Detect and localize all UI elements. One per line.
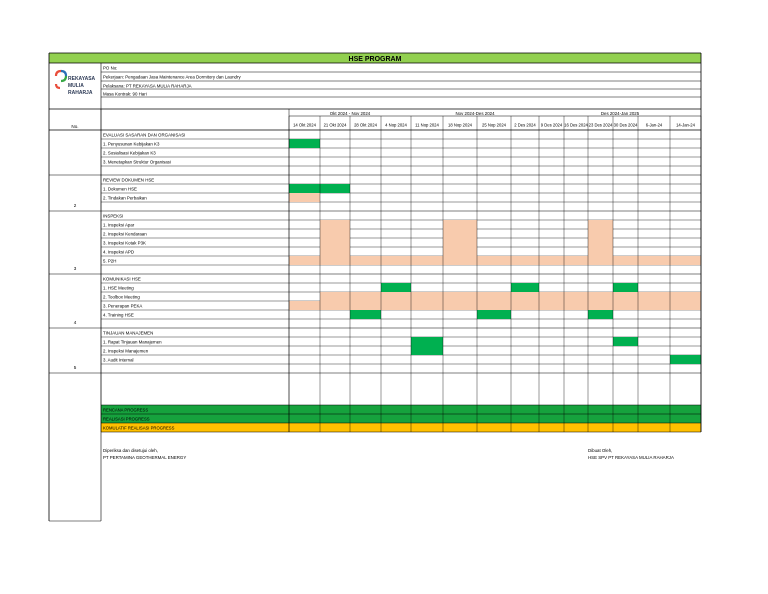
- green-cell: [613, 283, 638, 292]
- period-group: Des 2024-Jan 2025: [600, 111, 640, 116]
- task-label: 5. P2H: [103, 258, 117, 264]
- logo-mark: [56, 71, 61, 76]
- peach-cell: [381, 256, 411, 265]
- peach-cell: [670, 301, 701, 310]
- logo-mark: [56, 84, 60, 88]
- section-number: 3: [73, 266, 77, 271]
- peach-cell: [588, 301, 613, 310]
- date-header: 6-Jan-24: [645, 122, 663, 128]
- sign-left-company: PT PERTAMINA GEOTHERMAL ENERGY: [103, 455, 187, 460]
- progress-bar: [101, 405, 701, 414]
- task-label: 1. Inspeksi Apar: [103, 222, 135, 228]
- date-header: 14-Jan-24: [676, 122, 695, 128]
- peach-cell: [613, 256, 638, 265]
- peach-cell: [477, 256, 511, 265]
- peach-cell: [320, 238, 350, 247]
- task-label: 1. Penyusunan Kebijakan K3: [103, 141, 160, 147]
- date-header: 23 Des 2024: [588, 122, 613, 128]
- peach-cell: [320, 229, 350, 238]
- date-header: 21 Okt 2024: [323, 122, 347, 128]
- period-group: Okt 2024 - Nov 2024: [329, 111, 371, 116]
- section-number: 5: [73, 365, 77, 370]
- date-header: 11 Nop 2024: [415, 122, 439, 128]
- peach-cell: [350, 256, 381, 265]
- task-label: 1. HSE Meeting: [103, 285, 134, 291]
- green-cell: [411, 346, 443, 355]
- section-title: TINJAUAN MANAJEMEN: [103, 330, 154, 336]
- peach-cell: [613, 301, 638, 310]
- peach-cell: [638, 292, 670, 301]
- green-cell: [381, 283, 411, 292]
- peach-cell: [539, 292, 564, 301]
- info-line: Pekerjaan: Pengadaan Jasa Maintenance Area Dormitory dan Laundry: [103, 74, 241, 80]
- date-header: 30 Des 2024: [613, 122, 638, 128]
- peach-cell: [411, 256, 443, 265]
- task-label: 2. Tindakan Perbaikan: [103, 195, 147, 201]
- peach-cell: [588, 229, 613, 238]
- sign-left-caption: Diperiksa dan disetujui oleh,: [103, 448, 158, 453]
- peach-cell: [443, 301, 477, 310]
- task-label: 2. Toolbox Meeting: [103, 294, 140, 300]
- date-header: 28 Okt 2024: [354, 122, 377, 128]
- green-cell: [289, 139, 320, 148]
- green-cell: [320, 184, 350, 193]
- task-label: 2. Sosialisasi Kebijakan K3: [103, 150, 156, 156]
- peach-cell: [670, 256, 701, 265]
- task-label: 2. Inspeksi Manajemen: [103, 348, 149, 354]
- peach-cell: [539, 301, 564, 310]
- peach-cell: [443, 220, 477, 229]
- task-label: 3. Inspeksi Kotak P3K: [103, 240, 146, 246]
- peach-cell: [588, 220, 613, 229]
- green-cell: [511, 283, 539, 292]
- progress-label: KOMULATIF REALISASI PROGRESS: [103, 425, 175, 431]
- progress-label: RENCANA PROGRESS: [103, 407, 149, 413]
- peach-cell: [289, 256, 320, 265]
- logo-text: REKAYASA: [68, 76, 96, 82]
- task-label: 4. Training HSE: [103, 312, 134, 318]
- logo-text: MULIA: [68, 83, 84, 89]
- section-title: INSPEKSI: [103, 213, 124, 219]
- peach-cell: [511, 292, 539, 301]
- no-header: No.: [71, 124, 79, 129]
- task-label: 3. Menetapkan Struktur Organisasi: [103, 159, 171, 165]
- peach-cell: [511, 256, 539, 265]
- green-cell: [350, 310, 381, 319]
- company-logo: [56, 71, 66, 88]
- logo-mark: [61, 76, 66, 81]
- green-cell: [588, 310, 613, 319]
- peach-cell: [477, 301, 511, 310]
- section-title: EVALUASI SASARAN DAN ORGANISASI: [103, 132, 186, 138]
- date-header: 18 Nop 2024: [448, 122, 472, 128]
- peach-cell: [320, 247, 350, 256]
- peach-cell: [320, 301, 350, 310]
- peach-cell: [588, 247, 613, 256]
- date-header: 4 Nop 2024: [385, 122, 407, 128]
- peach-cell: [411, 292, 443, 301]
- sign-right-caption: Dibuat Oleh,: [588, 448, 613, 453]
- task-label: 2. Inspeksi Kendaraan: [103, 231, 147, 237]
- peach-cell: [443, 256, 477, 265]
- peach-cell: [613, 292, 638, 301]
- peach-cell: [443, 247, 477, 256]
- peach-cell: [320, 292, 350, 301]
- peach-cell: [539, 256, 564, 265]
- peach-cell: [564, 301, 588, 310]
- peach-cell: [564, 292, 588, 301]
- section-number: 2: [73, 203, 77, 208]
- peach-cell: [588, 292, 613, 301]
- peach-cell: [381, 292, 411, 301]
- peach-cell: [289, 193, 320, 202]
- logo-mark: [61, 71, 66, 76]
- info-line: Pelaksana: PT REKAYASA MULIA RAHARJA: [103, 83, 192, 89]
- date-header: 25 Nop 2024: [482, 122, 506, 128]
- peach-cell: [588, 256, 613, 265]
- section-title: KOMUNIKASI HSE: [103, 276, 141, 282]
- peach-cell: [443, 238, 477, 247]
- peach-cell: [477, 292, 511, 301]
- sign-right-company: HSE SPV PT REKAYASA MULIA RAHARJA: [588, 455, 674, 460]
- peach-cell: [289, 301, 320, 310]
- task-label: 4. Inspeksi APD: [103, 249, 134, 255]
- peach-cell: [638, 301, 670, 310]
- peach-cell: [443, 229, 477, 238]
- progress-bar: [101, 423, 701, 432]
- green-cell: [477, 310, 511, 319]
- progress-bar: [101, 414, 701, 423]
- section-number: 4: [73, 320, 77, 325]
- peach-cell: [638, 256, 670, 265]
- peach-cell: [588, 238, 613, 247]
- info-line: Masa Kontrak: 90 Hari: [103, 91, 147, 97]
- info-line: PO No:: [103, 65, 118, 71]
- page-title: HSE PROGRAM: [348, 56, 402, 63]
- peach-cell: [670, 292, 701, 301]
- peach-cell: [411, 301, 443, 310]
- task-label: 1. Rapat Tinjauan Manajemen: [103, 339, 162, 345]
- green-cell: [670, 355, 701, 364]
- peach-cell: [511, 301, 539, 310]
- green-cell: [289, 184, 320, 193]
- section-title: REVIEW DOKUMEN HSE: [103, 177, 155, 183]
- date-header: 14 Okt 2024: [293, 122, 316, 128]
- period-group: Nov 2024-Des 2024: [455, 111, 495, 116]
- progress-label: REALISASI PROGRESS: [103, 416, 150, 422]
- task-label: 3. Penerapan PEKA: [103, 303, 143, 309]
- peach-cell: [320, 220, 350, 229]
- logo-text: RAHARJA: [68, 90, 93, 96]
- peach-cell: [320, 256, 350, 265]
- task-label: 3. Audit Internal: [103, 357, 134, 363]
- date-header: 16 Des 2024: [564, 122, 588, 128]
- date-header: 2 Des 2024: [514, 122, 536, 128]
- peach-cell: [381, 301, 411, 310]
- green-cell: [411, 337, 443, 346]
- peach-cell: [564, 256, 588, 265]
- green-cell: [613, 337, 638, 346]
- peach-cell: [443, 292, 477, 301]
- peach-cell: [350, 292, 381, 301]
- task-label: 1. Dokumen HSE: [103, 186, 137, 192]
- peach-cell: [350, 301, 381, 310]
- date-header: 9 Des 2024: [540, 122, 563, 128]
